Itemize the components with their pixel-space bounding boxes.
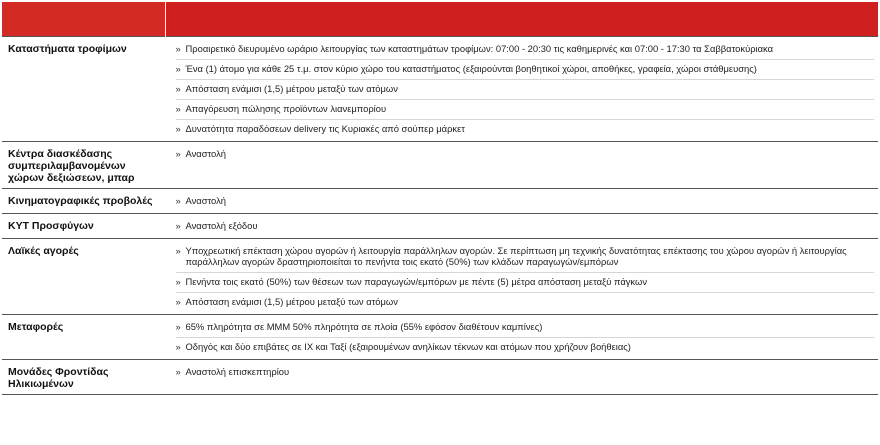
measure-text: Δυνατότητα παραδόσεων delivery τις Κυριακές από σούπερ μάρκετ: [185, 123, 465, 134]
measure-text: Απόσταση ενάμισι (1,5) μέτρου μεταξύ των ατόμων: [185, 296, 398, 307]
header-measures-cell: [165, 1, 878, 37]
measure-item: [176, 100, 875, 120]
category-cell: Καταστήματα τροφίμων: [2, 37, 165, 142]
measures-cell: [165, 189, 878, 214]
measure-text: Υποχρεωτική επέκταση χώρου αγορών ή λειτουργία παράλληλων αγορών. Σε περίπτωση μη τεχνικής δυνατότητας επέκτασης του χώρου αγορών ή λειτουργίας παράλληλων αγορών δραστηριοποιείται το πενήντα τοις εκατό (50%) των κλάδων παραγωγών/εμπόρων: [185, 245, 847, 267]
measure-text: Αναστολή εξόδου: [185, 220, 258, 231]
table-row: [2, 37, 878, 142]
measure-item: [176, 80, 875, 100]
measure-text: Αναστολή: [185, 195, 226, 206]
measures-cell: [165, 239, 878, 315]
table-row: [2, 189, 878, 214]
measure-item: [176, 293, 875, 312]
measure-item: [176, 318, 875, 338]
bullet-icon: »: [175, 83, 181, 94]
table-row: [2, 214, 878, 239]
bullet-icon: »: [175, 103, 181, 114]
measure-item: [176, 273, 875, 293]
measure-text: Αναστολή: [185, 148, 226, 159]
measure-item: [176, 145, 875, 164]
bullet-icon: »: [175, 296, 181, 307]
bullet-icon: »: [175, 63, 181, 74]
measure-text: Ένα (1) άτομο για κάθε 25 τ.μ. στον κύριο χώρο του καταστήματος (εξαιρούνται βοηθητικοί χώροι, αποθήκες, γραφεία, χώροι στάθμευσης): [185, 63, 757, 74]
measure-item: [176, 60, 875, 80]
table-body: [2, 37, 878, 395]
table-header-row: [2, 1, 878, 37]
measure-item: [176, 217, 875, 236]
category-cell: Κέντρα διασκέδασης συμπεριλαμβανομένων χώρων δεξιώσεων, μπαρ: [2, 142, 165, 189]
measure-text: Απόσταση ενάμισι (1,5) μέτρου μεταξύ των ατόμων: [185, 83, 398, 94]
measures-cell: [165, 214, 878, 239]
measure-item: [176, 40, 875, 60]
table-row: [2, 315, 878, 360]
table-row: [2, 239, 878, 315]
measure-item: [176, 192, 875, 211]
measures-cell: [165, 142, 878, 189]
table-row: [2, 142, 878, 189]
bullet-icon: »: [175, 123, 181, 134]
measure-text: Αναστολή επισκεπτηρίου: [185, 366, 290, 377]
measure-item: [176, 338, 875, 357]
measure-item: [176, 242, 875, 273]
bullet-icon: »: [175, 321, 181, 332]
bullet-icon: »: [175, 341, 181, 352]
category-cell: Μεταφορές: [2, 315, 165, 360]
bullet-icon: »: [175, 195, 181, 206]
measure-text: Απαγόρευση πώλησης προϊόντων λιανεμπορίου: [185, 103, 387, 114]
measure-text: Οδηγός και δύο επιβάτες σε ΙΧ και Ταξί (εξαιρουμένων ανηλίκων τέκνων και ατόμων που χρήζουν βοήθειας): [185, 341, 631, 352]
bullet-icon: »: [175, 148, 181, 159]
measure-text: 65% πληρότητα σε ΜΜΜ 50% πληρότητα σε πλοία (55% εφόσον διαθέτουν καμπίνες): [185, 321, 543, 332]
category-cell: ΚΥΤ Προσφύγων: [2, 214, 165, 239]
bullet-icon: »: [175, 220, 181, 231]
header-category-cell: [2, 1, 165, 37]
measures-cell: [165, 360, 878, 395]
measure-text: Προαιρετικό διευρυμένο ωράριο λειτουργίας των καταστημάτων τροφίμων: 07:00 - 20:30 τις καθημερινές και 07:00 - 17:30 τα Σαββατοκύριακα: [185, 43, 774, 54]
category-cell: Μονάδες Φροντίδας Ηλικιωμένων: [2, 360, 165, 395]
measure-item: [176, 363, 875, 382]
category-cell: Λαϊκές αγορές: [2, 239, 165, 315]
measures-cell: [165, 37, 878, 142]
measures-cell: [165, 315, 878, 360]
table-row: [2, 360, 878, 395]
bullet-icon: »: [175, 245, 181, 256]
measure-item: [176, 120, 875, 139]
bullet-icon: »: [175, 43, 181, 54]
measures-table: [2, 0, 878, 395]
bullet-icon: »: [175, 276, 181, 287]
category-cell: Κινηματογραφικές προβολές: [2, 189, 165, 214]
measure-text: Πενήντα τοις εκατό (50%) των θέσεων των παραγωγών/εμπόρων με πέντε (5) μέτρα απόσταση μεταξύ πάγκων: [185, 276, 648, 287]
bullet-icon: »: [175, 366, 181, 377]
